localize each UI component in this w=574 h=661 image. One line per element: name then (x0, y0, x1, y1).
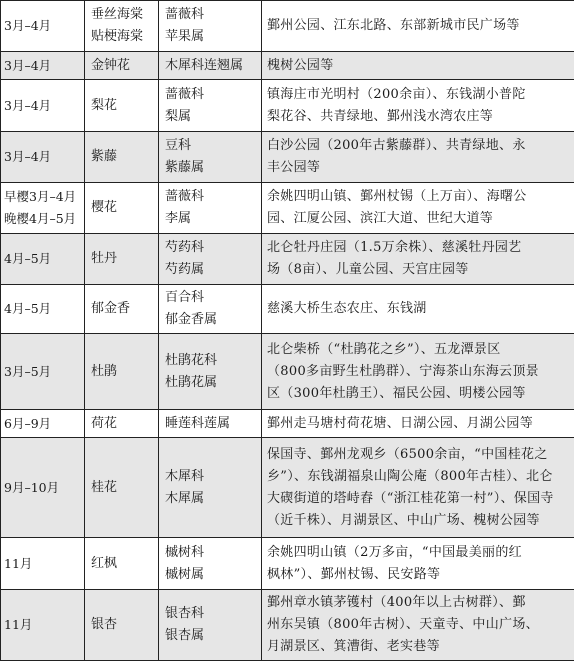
table-row (1, 334, 574, 410)
table-row (1, 285, 574, 334)
month-cell (1, 234, 85, 285)
locations-text: 慈溪大桥生态农庄、东钱湖 (267, 298, 570, 320)
month-cell (1, 334, 85, 410)
locations-text: （800多亩野生杜鹃群）、宁海茶山东海云顶景 (267, 361, 570, 383)
month-cell (1, 590, 85, 661)
family-genus-cell (159, 410, 262, 438)
family-genus-cell (159, 438, 262, 538)
table-row (1, 438, 574, 538)
locations-cell (262, 590, 574, 661)
table-row (1, 80, 574, 132)
locations-text: 大碶街道的塔峙舂（“浙江桂花第一村”）、保国寺 (267, 488, 570, 510)
flower-name-cell (85, 410, 159, 438)
month-cell (1, 438, 85, 538)
month-text: 4月–5月 (4, 248, 80, 270)
flower-name-text: 金钟花 (91, 55, 154, 77)
family-genus-text: 郁金香属 (165, 309, 257, 331)
month-cell (1, 538, 85, 590)
locations-cell (262, 285, 574, 334)
locations-cell (262, 183, 574, 234)
flower-name-text: 梨花 (91, 95, 154, 117)
locations-text: 保国寺、鄞州龙观乡（6500余亩，“中国桂花之 (267, 444, 570, 466)
locations-cell (262, 334, 574, 410)
family-genus-text: 木犀科连翘属 (165, 55, 257, 77)
flower-name-text: 贴梗海棠 (91, 26, 154, 48)
month-text: 6月–9月 (4, 413, 80, 435)
locations-text: 槐树公园等 (267, 55, 570, 77)
table-row (1, 1, 574, 52)
flower-name-cell (85, 80, 159, 132)
locations-cell (262, 538, 574, 590)
family-genus-text: 银杏科 (165, 603, 257, 625)
locations-text: 余姚四明山镇、鄞州杖锡（上万亩）、海曙公 (267, 186, 570, 208)
locations-text: 枫林”）、鄞州杖锡、民安路等 (267, 564, 570, 586)
table-row (1, 132, 574, 183)
flower-name-text: 荷花 (91, 413, 154, 435)
locations-text: 园、江厦公园、滨江大道、世纪大道等 (267, 208, 570, 230)
flower-name-text: 紫藤 (91, 146, 154, 168)
flower-name-text: 垂丝海棠 (91, 4, 154, 26)
month-text: 4月–5月 (4, 298, 80, 320)
table-row (1, 183, 574, 234)
family-genus-cell (159, 234, 262, 285)
locations-text: 北仑柴桥（“杜鹃花之乡”）、五龙潭景区 (267, 339, 570, 361)
family-genus-cell (159, 183, 262, 234)
family-genus-text: 芍药科 (165, 237, 257, 259)
flower-name-text: 杜鹃 (91, 361, 154, 383)
locations-text: 场（8亩）、儿童公园、天宫庄园等 (267, 259, 570, 281)
locations-text: 鄞州章水镇茅镬村（400年以上古树群）、鄞 (267, 592, 570, 614)
month-cell (1, 410, 85, 438)
locations-cell (262, 80, 574, 132)
family-genus-cell (159, 538, 262, 590)
month-text: 3月–4月 (4, 55, 80, 77)
locations-text: 州东吴镇（800年古树）、天童寺、中山广场、 (267, 614, 570, 636)
family-genus-cell (159, 334, 262, 410)
flower-name-text: 红枫 (91, 553, 154, 575)
locations-text: 鄞州公园、江东北路、东部新城市民广场等 (267, 15, 570, 37)
locations-text: 余姚四明山镇（2万多亩，“中国最美丽的红 (267, 542, 570, 564)
locations-text: 白沙公园（200年古紫藤群）、共青绿地、永 (267, 135, 570, 157)
locations-cell (262, 410, 574, 438)
locations-text: （近千株）、月湖景区、中山广场、槐树公园等 (267, 510, 570, 532)
flower-name-cell (85, 285, 159, 334)
month-text: 3月–4月 (4, 146, 80, 168)
month-text: 晚樱4月–5月 (4, 208, 80, 230)
month-cell (1, 80, 85, 132)
flower-name-cell (85, 132, 159, 183)
flower-name-text: 郁金香 (91, 298, 154, 320)
locations-text: 北仑牡丹庄园（1.5万余株）、慈溪牡丹园艺 (267, 237, 570, 259)
month-text: 早樱3月–4月 (4, 186, 80, 208)
month-text: 9月–10月 (4, 477, 80, 499)
month-cell (1, 1, 85, 52)
table-row (1, 538, 574, 590)
month-cell (1, 183, 85, 234)
family-genus-text: 杜鹃花科 (165, 350, 257, 372)
table-row (1, 234, 574, 285)
family-genus-text: 银杏属 (165, 625, 257, 647)
family-genus-text: 睡莲科莲属 (165, 413, 257, 435)
family-genus-cell (159, 590, 262, 661)
locations-text: 区（300年杜鹃王）、福民公园、明楼公园等 (267, 383, 570, 405)
month-text: 3月–5月 (4, 361, 80, 383)
flower-name-cell (85, 334, 159, 410)
locations-text: 梨花谷、共青绿地、鄞州浅水湾农庄等 (267, 106, 570, 128)
family-genus-cell (159, 1, 262, 52)
family-genus-text: 蔷薇科 (165, 186, 257, 208)
locations-text: 月湖景区、箕漕街、老实巷等 (267, 636, 570, 658)
family-genus-text: 苹果属 (165, 26, 257, 48)
locations-cell (262, 234, 574, 285)
locations-text: 丰公园等 (267, 157, 570, 179)
flower-name-text: 桂花 (91, 477, 154, 499)
family-genus-text: 木犀属 (165, 488, 257, 510)
flower-name-cell (85, 52, 159, 80)
flower-name-cell (85, 538, 159, 590)
family-genus-text: 槭树属 (165, 564, 257, 586)
table-row (1, 52, 574, 80)
flower-name-text: 樱花 (91, 197, 154, 219)
month-text: 3月–4月 (4, 15, 80, 37)
family-genus-text: 梨属 (165, 106, 257, 128)
flower-name-cell (85, 234, 159, 285)
family-genus-text: 李属 (165, 208, 257, 230)
table-body (1, 1, 574, 661)
family-genus-text: 蔷薇科 (165, 4, 257, 26)
month-text: 11月 (4, 553, 80, 575)
locations-cell (262, 438, 574, 538)
table-row (1, 410, 574, 438)
family-genus-text: 豆科 (165, 135, 257, 157)
family-genus-cell (159, 80, 262, 132)
locations-cell (262, 52, 574, 80)
family-genus-text: 芍药属 (165, 259, 257, 281)
flower-name-cell (85, 1, 159, 52)
locations-text: 乡”）、东钱湖福泉山陶公庵（800年古桂）、北仑 (267, 466, 570, 488)
month-text: 11月 (4, 614, 80, 636)
month-text: 3月–4月 (4, 95, 80, 117)
locations-text: 鄞州走马塘村荷花塘、日湖公园、月湖公园等 (267, 413, 570, 435)
month-cell (1, 285, 85, 334)
family-genus-text: 槭树科 (165, 542, 257, 564)
family-genus-cell (159, 285, 262, 334)
family-genus-text: 百合科 (165, 287, 257, 309)
locations-text: 镇海庄市光明村（200余亩）、东钱湖小普陀 (267, 84, 570, 106)
flower-name-cell (85, 590, 159, 661)
flower-name-cell (85, 183, 159, 234)
table-row (1, 590, 574, 661)
family-genus-text: 木犀科 (165, 466, 257, 488)
flower-name-text: 牡丹 (91, 248, 154, 270)
family-genus-text: 紫藤属 (165, 157, 257, 179)
month-cell (1, 52, 85, 80)
locations-cell (262, 132, 574, 183)
family-genus-cell (159, 52, 262, 80)
family-genus-text: 蔷薇科 (165, 84, 257, 106)
locations-cell (262, 1, 574, 52)
month-cell (1, 132, 85, 183)
family-genus-cell (159, 132, 262, 183)
family-genus-text: 杜鹃花属 (165, 372, 257, 394)
flower-name-cell (85, 438, 159, 538)
flower-name-text: 银杏 (91, 614, 154, 636)
